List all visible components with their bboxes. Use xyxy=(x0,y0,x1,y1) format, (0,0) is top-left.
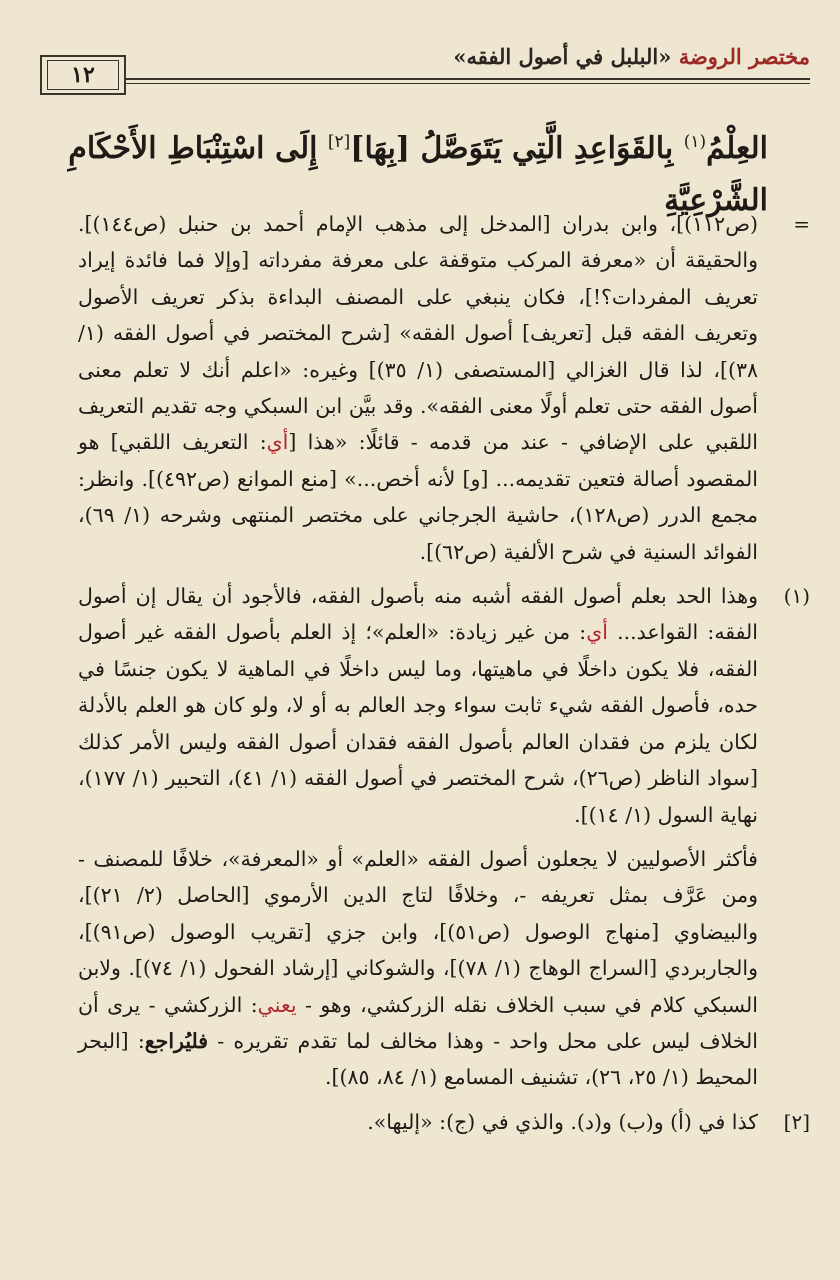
continuation-marker: = xyxy=(793,212,810,236)
highlight-word: يعني xyxy=(257,992,297,1017)
highlight-word: أي xyxy=(586,620,608,645)
footnote-2-marker: [٢] xyxy=(783,1109,810,1134)
footnote-text: : الزركشي - يرى أن الخلاف ليس على محل واحد - وهذا مخالف لما تقدم تقريره - xyxy=(78,992,758,1053)
footnote-ref-1: (١) xyxy=(683,132,707,152)
footnote-text: : من غير زيادة: «العلم»؛ إذ العلم بأصول الفقه غير أصول الفقه، فلا يكون داخلًا في ماهيتها، وما ليس داخلًا في الماهية لا يكون جنسًا في حده، فأصول الفقه شيء ثابت سواء وجد العالم به أو لا، ولو كان هو العلم بالأدلة لكان يلزم من فقدان العالم بأصول الفقه فقدان أصول الفقه وليس الأمر كذلك [سواد الناظر (ص٢٦)، شرح المختصر في أصول الفقه (١/ ٤١)، التحبير (١/ ١٧٧)، نهاية السول (١/ ١٤)]. xyxy=(78,620,758,827)
running-header xyxy=(40,40,810,100)
page-number-frame xyxy=(40,55,126,95)
footnote-continued xyxy=(78,206,810,570)
footnotes xyxy=(78,206,810,1140)
footnote-1 xyxy=(78,578,810,833)
page-number: ١٢ xyxy=(47,60,119,90)
footnote-ref-2: [٢] xyxy=(327,132,351,152)
footnote-1-continued xyxy=(78,841,758,1096)
book-subtitle: «البلبل في أصول الفقه» xyxy=(453,44,672,69)
footnote-text: : التعريف اللقبي] هو المقصود أصالة فتعين تقديمه... [و] لأنه أخص...» [منع الموانع (ص٤٩٢)]. وانظر: مجمع الدرر (ص١٢٨)، حاشية الجرجاني على مختصر المنتهى وشرحه (١/ ٦٩)، الفوائد السنية في شرح الألفية (ص٦٢)]. xyxy=(78,430,758,564)
header-rule xyxy=(40,78,810,84)
footnote-text: كذا في (أ) و(ب) و(د). والذي في (ج): «إليها». xyxy=(367,1109,758,1134)
matn-segment: بِالقَوَاعِدِ الَّتِي يَتَوَصَّلُ [بِهَا] xyxy=(350,131,674,166)
matn-word: العِلْمُ xyxy=(706,131,768,166)
footnote-1-marker: (١) xyxy=(783,584,810,609)
footnote-2 xyxy=(78,1104,810,1140)
footnote-text: فأكثر الأصوليين لا يجعلون أصول الفقه «العلم» أو «المعرفة»، خلافًا للمصنف - ومن عَرَّف بمثل تعريفه -، وخلافًا لتاج الدين الأرموي [الحاصل (٢/ ٢١)]، والبيضاوي [منهاج الوصول (ص٥١)]، وابن جزي [تقريب الوصول (ص٩١)]، والجاربردي [السراج الوهاج (١/ ٧٨)]، والشوكاني [إرشاد الفحول (١/ ٧٤)]. ولابن السبكي كلام في سبب الخلاف نقله الزركشي، وهو - xyxy=(78,846,759,1017)
footnote-text: (ص١١٢)]، وابن بدران [المدخل إلى مذهب الإمام أحمد بن حنبل (ص١٤٤)]. والحقيقة أن «معرفة المركب متوقفة على معرفة مفرداته [وإلا فما فائدة إيراد تعريف المفردات؟!]، فكان ينبغي على المصنف البداءة بذكر تعريف الأصول وتعريف الفقه قبل [تعريف] أصول الفقه» [شرح المختصر في أصول الفقه (١/ ٣٨)]، لذا قال الغزالي [المستصفى (١/ ٣٥)] وغيره: «اعلم أنك لا تعلم معنى أصول الفقه حتى تعلم أولًا معنى الفقه». وقد بيَّن ابن السبكي وجه تقديم التعريف اللقبي على الإضافي - عند من قدمه - قائلًا: «هذا [ xyxy=(78,212,758,455)
book-title: مختصر الروضة xyxy=(678,44,810,69)
emphasis-word: فليُراجع xyxy=(144,1028,209,1053)
running-header-title xyxy=(453,44,810,69)
matn-segment-end: إِلَى اسْتِنْبَاطِ الأَحْكَامِ الشَّرْعِيَّةِ xyxy=(68,131,768,218)
footnote-text: وهذا الحد بعلم أصول الفقه أشبه منه بأصول الفقه، فالأجود أن يقال إن أصول الفقه: القواعد... xyxy=(78,584,758,645)
highlight-word: أي xyxy=(266,430,289,455)
footnote-text: : [البحر المحيط (١/ ٢٥، ٢٦)، تشنيف المسامع (١/ ٨٤، ٨٥)]. xyxy=(78,1028,758,1090)
